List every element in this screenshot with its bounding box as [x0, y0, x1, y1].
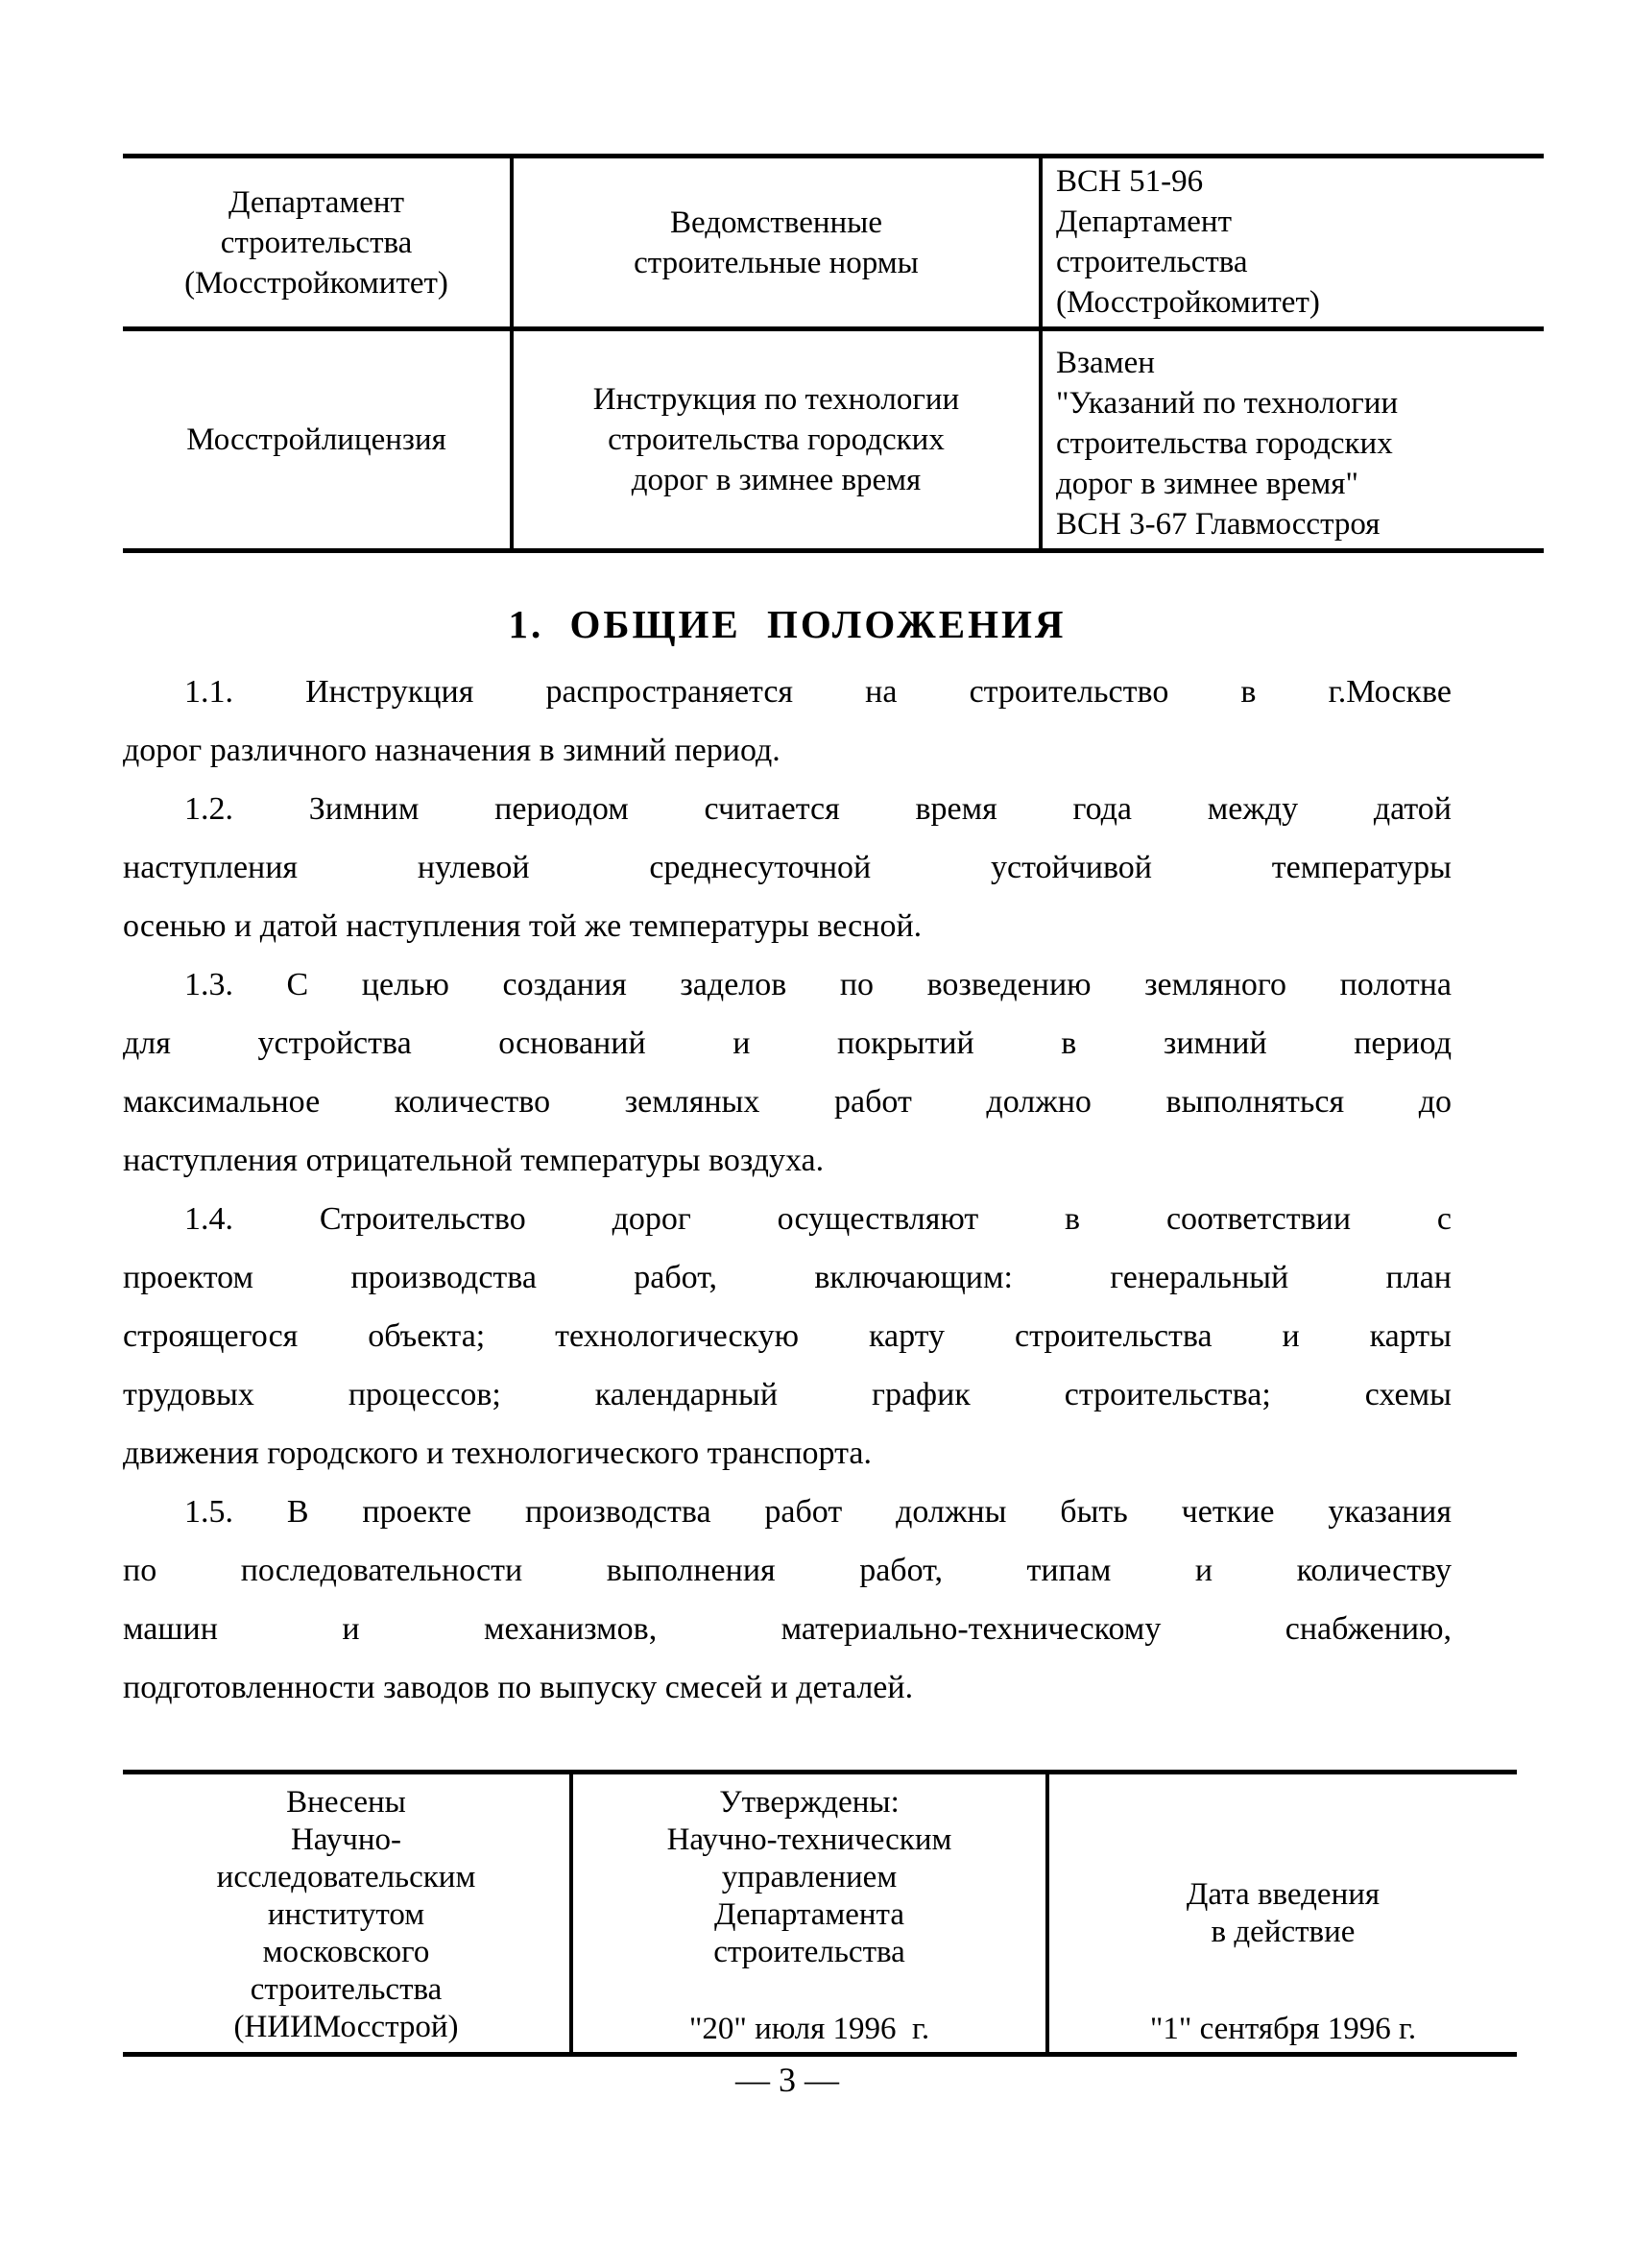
paragraph-line: машин и механизмов, материально-техническому снабжению, — [123, 1611, 1452, 1647]
header-cell-doc-type-line: строительные нормы — [634, 245, 919, 280]
header-cell-replaces — [1041, 329, 1544, 551]
header-table-row-1 — [123, 157, 1544, 329]
paragraph-1-2 — [123, 780, 1452, 955]
header-table — [123, 154, 1544, 553]
header-cell-doc-code-line: ВСН 51-96 — [1056, 164, 1204, 199]
footer-approved-line: строительства — [713, 1935, 905, 1969]
paragraph-line: максимальное количество земляных работ должно выполняться до — [123, 1084, 1452, 1120]
footer-effective-date: "1" сентября 1996 г. — [1149, 2012, 1417, 2046]
header-cell-doc-code-line: Департамент — [1056, 205, 1233, 239]
header-cell-title-line: строительства городских — [608, 422, 945, 457]
footer-table — [123, 1770, 1517, 2057]
page-number: — 3 — — [735, 2061, 839, 2099]
header-cell-doc-code-line: (Мосстройкомитет) — [1056, 285, 1320, 320]
header-table-row-2 — [123, 329, 1544, 551]
header-cell-issuer — [123, 157, 512, 329]
paragraph-line: подготовленности заводов по выпуску смесей и деталей. — [123, 1670, 914, 1705]
paragraph-line: движения городского и технологического транспорта. — [123, 1436, 872, 1471]
paragraph-1-4 — [123, 1190, 1452, 1483]
header-cell-title-line: Инструкция по технологии — [592, 382, 960, 417]
footer-cell-effective-date — [1047, 1773, 1517, 2055]
paragraph-1-1 — [123, 663, 1452, 780]
header-cell-license-line: Мосстройлицензия — [186, 422, 446, 457]
section-heading: 1. ОБЩИЕ ПОЛОЖЕНИЯ — [508, 602, 1067, 646]
paragraph-1-5 — [123, 1483, 1452, 1717]
header-cell-issuer-line: (Мосстройкомитет) — [184, 265, 448, 301]
footer-approved-line: Научно-техническим — [666, 1822, 952, 1857]
header-cell-replaces-line: строительства городских — [1056, 426, 1393, 461]
paragraph-line: дорог различного назначения в зимний период. — [123, 733, 780, 768]
footer-approved-line: Департамента — [713, 1897, 905, 1932]
header-cell-doc-type — [512, 157, 1041, 329]
footer-submitted-line: строительства — [250, 1972, 443, 2007]
header-cell-issuer-line: строительства — [220, 225, 413, 260]
paragraph-line: наступления отрицательной температуры воздуха. — [123, 1143, 825, 1178]
footer-effective-label — [1059, 1784, 1507, 1951]
paragraph-line: для устройства оснований и покрытий в зимний период — [123, 1025, 1452, 1061]
paragraph-line: наступления нулевой среднесуточной устойчивой температуры — [123, 850, 1452, 885]
paragraph-line: проектом производства работ, включающим: генеральный план — [123, 1260, 1452, 1295]
header-cell-title — [512, 329, 1041, 551]
paragraph-line: строящегося объекта; технологическую карту строительства и карты — [123, 1318, 1452, 1354]
paragraph-line: 1.1. Инструкция распространяется на строительство в г.Москве — [184, 674, 1452, 710]
header-cell-replaces-line: Взамен — [1056, 346, 1155, 380]
header-cell-replaces-line: ВСН 3-67 Главмосстроя — [1056, 507, 1381, 542]
footer-submitted-line: исследовательским — [216, 1860, 476, 1894]
footer-submitted-line: московского — [262, 1935, 430, 1969]
paragraph-1-3 — [123, 955, 1452, 1190]
footer-table-row — [123, 1773, 1517, 2055]
header-cell-doc-code-line: строительства — [1056, 245, 1248, 279]
paragraph-line: по последовательности выполнения работ, типам и количеству — [123, 1553, 1452, 1588]
paragraph-line: 1.3. С целью создания заделов по возведению земляного полотна — [184, 967, 1452, 1002]
footer-submitted-line: институтом — [267, 1897, 425, 1932]
paragraph-line: 1.4. Строительство дорог осуществляют в соответствии с — [184, 1201, 1452, 1237]
header-cell-issuer-line: Департамент — [228, 184, 404, 220]
footer-approval-date: "20" июля 1996 г. — [688, 2012, 930, 2046]
footer-cell-submitted-by — [123, 1773, 571, 2055]
footer-submitted-line: (НИИМосстрой) — [233, 2010, 459, 2044]
header-cell-doc-code — [1041, 157, 1544, 329]
paragraph-line: 1.5. В проекте производства работ должны быть четкие указания — [184, 1494, 1452, 1530]
header-cell-replaces-line: "Указаний по технологии — [1056, 386, 1399, 421]
footer-approved-line: Утверждены: — [719, 1785, 900, 1820]
paragraph-line: трудовых процессов; календарный график строительства; схемы — [123, 1377, 1452, 1412]
header-cell-doc-type-line: Ведомственные — [669, 205, 882, 240]
header-cell-title-line: дорог в зимнее время — [631, 463, 922, 497]
footer-approved-line: управлением — [721, 1860, 898, 1894]
footer-cell-approved-by — [571, 1773, 1047, 2055]
footer-effective-line: в действие — [1211, 1915, 1356, 1949]
footer-effective-line: Дата введения — [1186, 1877, 1381, 1912]
header-cell-replaces-line: дорог в зимнее время" — [1056, 467, 1358, 501]
footer-submitted-line: Внесены — [286, 1785, 406, 1820]
section-body — [123, 663, 1452, 1717]
footer-submitted-line: Научно- — [290, 1822, 402, 1857]
header-cell-license — [123, 329, 512, 551]
paragraph-line: осенью и датой наступления той же температуры весной. — [123, 908, 923, 944]
paragraph-line: 1.2. Зимним периодом считается время года между датой — [184, 791, 1452, 827]
